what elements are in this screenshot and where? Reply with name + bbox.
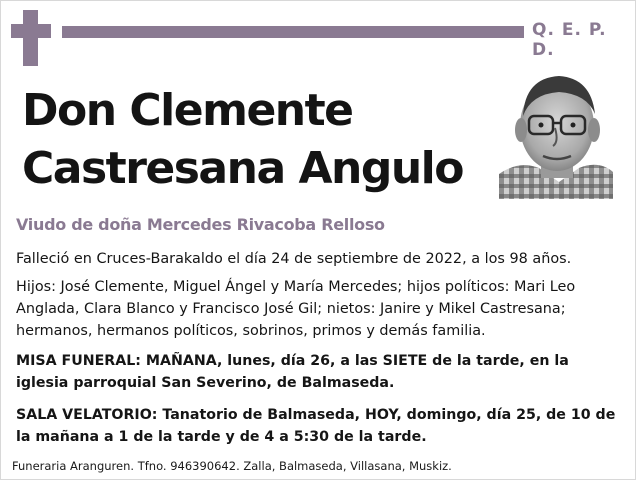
deceased-name bbox=[22, 82, 492, 198]
family-text: Hijos: José Clemente, Miguel Ángel y María Mercedes; hijos políticos: Mari Leo Anglada, Clara Blanco y Francisco José Gil; nietos: Janire y Mikel Castresana; hermanos, hermanos políticos, sobrinos, primos y demás familia. bbox=[16, 279, 576, 339]
funeral-mass-text: MISA FUNERAL: MAÑANA, lunes, día 26, a las SIETE de la tarde, en la iglesia parroquial San Severino, de Balmaseda. bbox=[16, 353, 569, 391]
portrait-photo-icon bbox=[499, 64, 613, 199]
cross-icon-arm bbox=[11, 24, 51, 38]
header-bar bbox=[62, 26, 524, 38]
widow-of-text: Viudo de doña Mercedes Rivacoba Relloso bbox=[16, 215, 385, 234]
portrait-photo bbox=[499, 64, 613, 199]
name-line-1: Don Clemente bbox=[22, 85, 353, 136]
wake-room-text: SALA VELATORIO: Tanatorio de Balmaseda, HOY, domingo, día 25, de 10 de la mañana a 1 de la tarde y de 4 a 5:30 de la tarde. bbox=[16, 407, 616, 445]
funeral-home-footer: Funeraria Aranguren. Tfno. 946390642. Zalla, Balmaseda, Villasana, Muskiz. bbox=[12, 459, 452, 473]
name-line-2: Castresana Angulo bbox=[22, 143, 463, 194]
death-notice-text: Falleció en Cruces-Barakaldo el día 24 de septiembre de 2022, a los 98 años. bbox=[16, 251, 572, 267]
qepd-label: Q. E. P. D. bbox=[532, 20, 607, 60]
cross-icon bbox=[23, 10, 38, 66]
